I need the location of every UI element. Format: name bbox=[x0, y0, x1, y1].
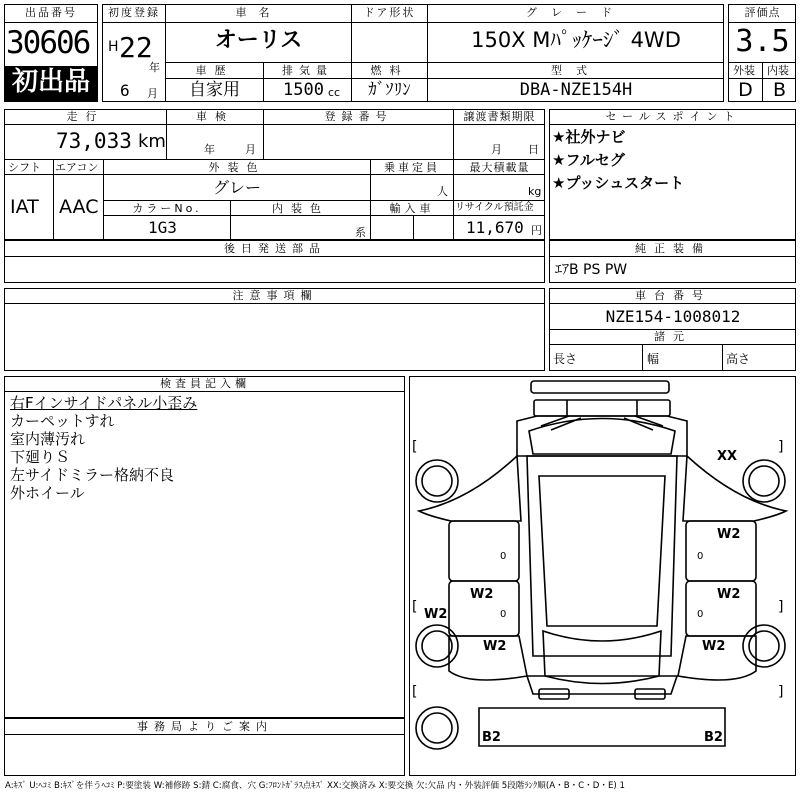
mark-w2-left-door: W2 bbox=[470, 587, 494, 602]
selling-point-2: ★フルセグ bbox=[552, 151, 625, 169]
rear-bumper bbox=[479, 708, 725, 746]
aircon-label: エアコン bbox=[55, 161, 99, 174]
interior-label: 内装 bbox=[767, 64, 789, 77]
recycle-value: 11,670 bbox=[466, 218, 524, 237]
exterior-score: D bbox=[738, 79, 753, 101]
mark-w2-right-rear: W2 bbox=[702, 639, 726, 654]
year-unit: 年 bbox=[149, 61, 160, 74]
inspector-line-1: 右Fインサイドパネル小歪み bbox=[10, 394, 198, 412]
mark-w2-right-door: W2 bbox=[717, 587, 741, 602]
inspector-line-5: 左サイドミラー格納不良 bbox=[10, 466, 174, 484]
displacement-value: 1500 bbox=[283, 80, 324, 100]
first-reg-month: 6 bbox=[120, 81, 130, 100]
roof bbox=[539, 476, 665, 626]
model-label: 型式 bbox=[551, 64, 601, 77]
legend-text: A:ｷｽﾞ U:ﾍｺﾐ B:ｷｽﾞを伴うﾍｺﾐ P:要塗装 W:補修跡 S:錆 C:腐食、穴 G:ﾌﾛﾝﾄｶﾞﾗｽ点ｷｽﾞ XX:交換済み X:要交換 欠:欠品 内・外装評価 5段階ﾗﾝｸ順(A・B・C・D・E) 1 bbox=[5, 781, 625, 791]
inspector-line-4: 下廻りＳ bbox=[10, 448, 71, 466]
bracket-mark: ] bbox=[778, 439, 784, 455]
first-listing-badge: 初出品 bbox=[5, 66, 97, 101]
bracket-mark: [ bbox=[412, 439, 418, 455]
front-bumper bbox=[531, 381, 669, 393]
right-front-fender bbox=[683, 456, 786, 521]
mark-w2-left-rear: W2 bbox=[483, 639, 507, 654]
month-unit: 月 bbox=[147, 87, 158, 100]
history-value: 自家用 bbox=[189, 80, 240, 100]
mark-xx: XX bbox=[717, 449, 738, 464]
model-value: DBA-NZE154H bbox=[519, 80, 633, 100]
history-label: 車歴 bbox=[195, 64, 234, 77]
bracket-mark: ] bbox=[778, 684, 784, 700]
recycle-label: リサイクル預託金 bbox=[455, 202, 534, 213]
specs-label: 諸元 bbox=[654, 330, 692, 343]
era-mark: H bbox=[108, 39, 119, 55]
inspection-month-unit: 月 bbox=[245, 143, 256, 156]
bracket-mark: [ bbox=[412, 684, 418, 700]
hood bbox=[517, 416, 687, 456]
transfer-day-unit: 日 bbox=[528, 143, 539, 156]
selling-point-1: ★社外ナビ bbox=[552, 128, 626, 146]
grade-label: グレード bbox=[526, 6, 626, 19]
exterior-label: 外装 bbox=[733, 64, 755, 77]
mileage-label: 走行 bbox=[66, 110, 105, 123]
chassis-number: NZE154-1008012 bbox=[605, 307, 741, 326]
mark-b2-right: B2 bbox=[704, 730, 723, 745]
mileage-value: 73,033 bbox=[56, 129, 132, 153]
aircon-value: AAC bbox=[59, 196, 99, 218]
capacity-unit: 人 bbox=[437, 185, 448, 198]
mark-b2-left: B2 bbox=[482, 730, 501, 745]
shift-value: IAT bbox=[10, 196, 39, 218]
registration-label: 登録番号 bbox=[324, 110, 393, 123]
ext-color-value: グレー bbox=[212, 178, 261, 197]
max-load-label: 最大積載量 bbox=[469, 161, 530, 174]
car-diagram bbox=[409, 376, 796, 776]
zero-mark: 0 bbox=[500, 609, 507, 620]
grille bbox=[534, 400, 670, 416]
front-glass bbox=[529, 419, 675, 455]
color-no-label: カラーNo. bbox=[132, 202, 202, 215]
selling-point-3: ★プッシュスタート bbox=[552, 174, 685, 192]
zero-mark: 0 bbox=[500, 551, 507, 562]
inspector-line-2: カーペットすれ bbox=[10, 412, 115, 430]
first-reg-label: 初度登録 bbox=[108, 6, 160, 19]
zero-mark: 0 bbox=[697, 551, 704, 562]
fuel-label: 燃料 bbox=[370, 64, 409, 77]
left-front-door bbox=[449, 521, 519, 581]
transfer-month-unit: 月 bbox=[491, 143, 502, 156]
office-label: 事務局よりご案内 bbox=[137, 720, 273, 733]
int-color-unit: 系 bbox=[355, 226, 366, 239]
inspector-label: 検査員記入欄 bbox=[160, 377, 250, 390]
car-name-label: 車名 bbox=[235, 6, 282, 19]
selling-points-label: セールスポイント bbox=[605, 110, 741, 123]
width-label: 幅 bbox=[647, 352, 660, 366]
inspector-line-3: 室内薄汚れ bbox=[10, 430, 86, 448]
shift-label: シフト bbox=[8, 161, 41, 174]
color-no-value: 1G3 bbox=[148, 218, 177, 237]
import-label: 輸入車 bbox=[389, 202, 435, 215]
km-unit: km bbox=[138, 131, 166, 152]
door-label: ドア形状 bbox=[363, 6, 416, 19]
int-color-label: 内装色 bbox=[272, 202, 329, 215]
genuine-equipment-label: 純正装備 bbox=[635, 242, 711, 255]
length-label: 長さ bbox=[553, 352, 578, 366]
first-reg-year: 22 bbox=[119, 31, 153, 64]
later-parts-label: 後日発送部品 bbox=[224, 242, 326, 255]
interior-score: B bbox=[772, 79, 787, 101]
chassis-label: 車台番号 bbox=[635, 289, 711, 302]
bracket-mark: ] bbox=[778, 599, 784, 615]
bracket-mark: [ bbox=[412, 599, 418, 615]
yen-unit: 円 bbox=[531, 224, 542, 237]
notes-label: 注意事項欄 bbox=[232, 289, 318, 302]
inspection-label: 車検 bbox=[196, 110, 234, 123]
transfer-label: 譲渡書類期限 bbox=[463, 110, 536, 123]
mark-w2-right-front: W2 bbox=[717, 527, 741, 542]
height-label: 高さ bbox=[726, 352, 751, 366]
score-value: 3.5 bbox=[735, 24, 790, 59]
fuel-value: ｶﾞｿﾘﾝ bbox=[368, 80, 411, 100]
trunk bbox=[527, 676, 677, 694]
capacity-label: 乗車定員 bbox=[384, 161, 440, 174]
cc-unit: cc bbox=[328, 86, 341, 99]
mark-w2-left-sill: W2 bbox=[424, 607, 448, 622]
lot-number: 30606 bbox=[6, 25, 90, 61]
inspector-line-6: 外ホイール bbox=[10, 484, 85, 502]
genuine-equipment-value: ｴｱB PS PW bbox=[555, 262, 628, 278]
lot-label: 出品番号 bbox=[25, 6, 77, 19]
grade-value: 150X Mﾊﾟｯｹｰｼﾞ 4WD bbox=[471, 28, 681, 52]
car-name: オーリス bbox=[214, 28, 303, 53]
inspection-year-unit: 年 bbox=[204, 143, 215, 156]
ext-color-label: 外装色 bbox=[208, 161, 266, 174]
displacement-label: 排気量 bbox=[282, 64, 333, 77]
zero-mark: 0 bbox=[697, 609, 704, 620]
max-load-unit: kg bbox=[528, 185, 542, 198]
score-label: 評価点 bbox=[744, 6, 781, 19]
